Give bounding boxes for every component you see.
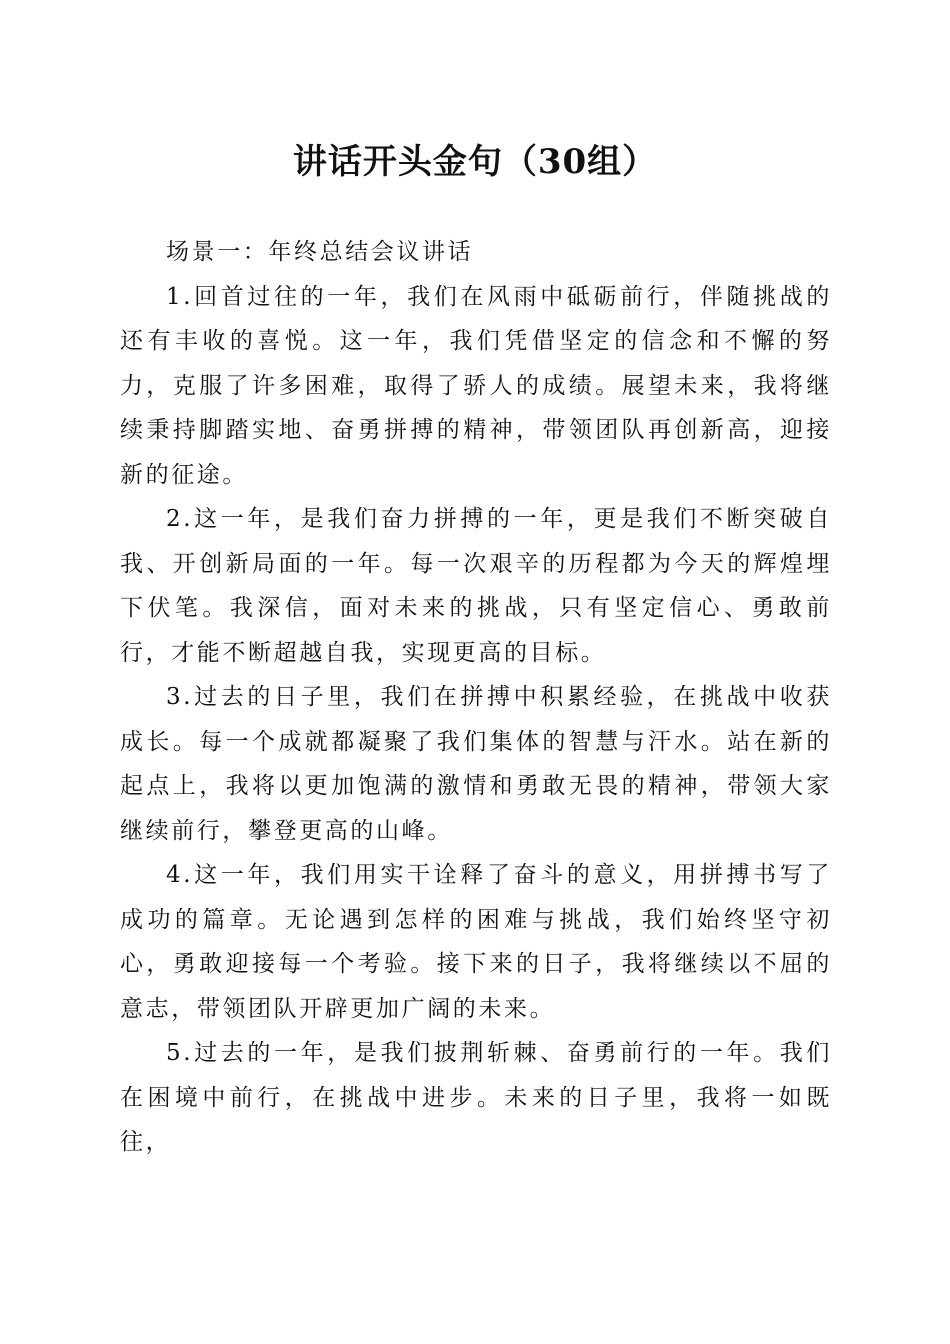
paragraph-1: 1.回首过往的一年，我们在风雨中砥砺前行，伴随挑战的还有丰收的喜悦。这一年，我们凭借坚定的信念和不懈的努力，克服了许多困难，取得了骄人的成绩。展望未来，我将继续秉持脚踏实地、奋勇拼搏的精神，带领团队再创新高，迎接新的征途。 [120,283,832,488]
document-title: 讲话开头金句（30组） [292,142,658,182]
paragraph-2: 2.这一年，是我们奋力拼搏的一年，更是我们不断突破自我、开创新局面的一年。每一次艰辛的历程都为今天的辉煌埋下伏笔。我深信，面对未来的挑战，只有坚定信心、勇敢前行，才能不断超越自我，实现更高的目标。 [120,506,832,666]
scene-heading: 场景一：年终总结会议讲话 [166,239,474,265]
paragraph-3: 3.过去的日子里，我们在拼搏中积累经验，在挑战中收获成长。每一个成就都凝聚了我们集体的智慧与汗水。站在新的起点上，我将以更加饱满的激情和勇敢无畏的精神，带领大家继续前行，攀登更高的山峰。 [120,684,832,844]
document-body [120,230,832,1165]
paragraph-5: 5.过去的一年，是我们披荆斩棘、奋勇前行的一年。我们在困境中前行，在挑战中进步。未来的日子里，我将一如既往， [120,1040,832,1155]
paragraph-4: 4.这一年，我们用实干诠释了奋斗的意义，用拼搏书写了成功的篇章。无论遇到怎样的困难与挑战，我们始终坚守初心，勇敢迎接每一个考验。接下来的日子，我将继续以不屈的意志，带领团队开辟更加广阔的未来。 [120,862,832,1022]
